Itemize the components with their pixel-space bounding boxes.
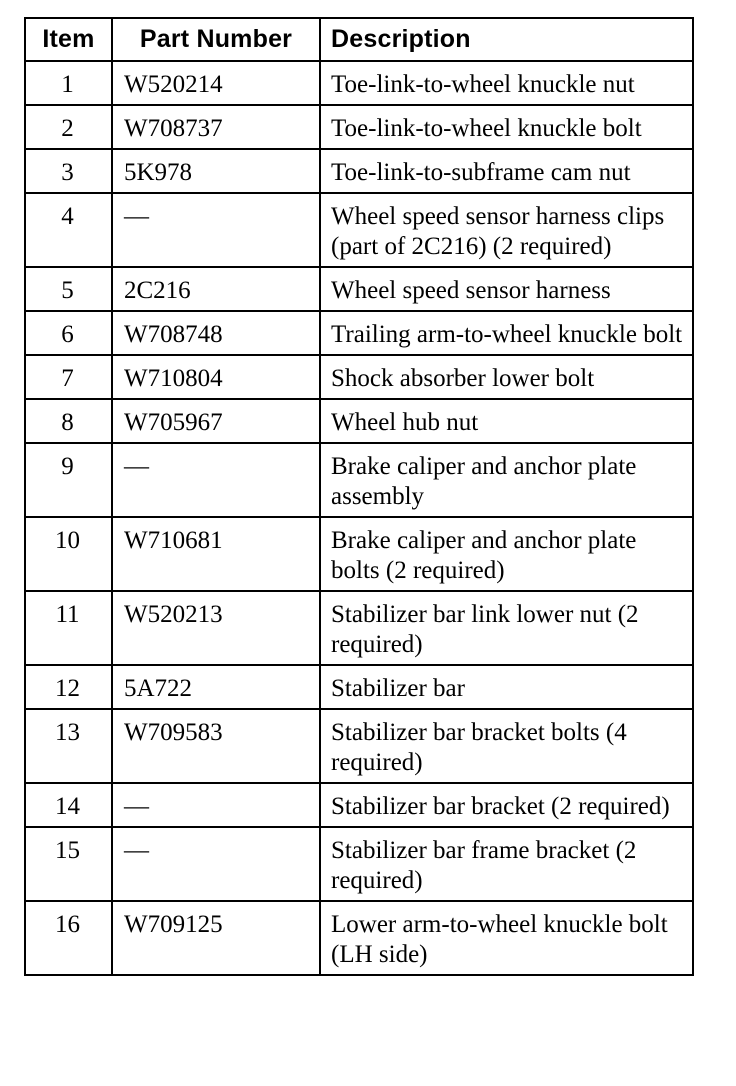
table-row: [25, 61, 693, 105]
item-number: 16: [25, 901, 112, 975]
table-row: [25, 517, 693, 591]
item-number: 5: [25, 267, 112, 311]
part-description: Brake caliper and anchor plate assembly: [320, 443, 693, 517]
part-number: W520214: [112, 61, 320, 105]
part-description: Shock absorber lower bolt: [320, 355, 693, 399]
item-number: 7: [25, 355, 112, 399]
part-number: W710804: [112, 355, 320, 399]
part-description: Stabilizer bar bracket bolts (4 required): [320, 709, 693, 783]
part-number: 5A722: [112, 665, 320, 709]
part-number: —: [112, 827, 320, 901]
part-number: W708748: [112, 311, 320, 355]
part-description: Wheel speed sensor harness: [320, 267, 693, 311]
item-number: 12: [25, 665, 112, 709]
part-description: Stabilizer bar frame bracket (2 required): [320, 827, 693, 901]
item-number: 8: [25, 399, 112, 443]
part-number: —: [112, 193, 320, 267]
item-number: 4: [25, 193, 112, 267]
table-row: [25, 443, 693, 517]
table-row: [25, 665, 693, 709]
header-part-number: Part Number: [112, 18, 320, 61]
table-row: [25, 399, 693, 443]
part-number: 2C216: [112, 267, 320, 311]
item-number: 10: [25, 517, 112, 591]
table-row: [25, 591, 693, 665]
part-description: Toe-link-to-wheel knuckle bolt: [320, 105, 693, 149]
table-row: [25, 311, 693, 355]
part-description: Lower arm-to-wheel knuckle bolt (LH side): [320, 901, 693, 975]
item-number: 2: [25, 105, 112, 149]
part-number: W708737: [112, 105, 320, 149]
item-number: 15: [25, 827, 112, 901]
item-number: 9: [25, 443, 112, 517]
table-row: [25, 783, 693, 827]
header-row: [25, 18, 693, 61]
table-row: [25, 355, 693, 399]
table-row: [25, 267, 693, 311]
table-row: [25, 709, 693, 783]
table-row: [25, 193, 693, 267]
part-number: W709583: [112, 709, 320, 783]
part-description: Toe-link-to-subframe cam nut: [320, 149, 693, 193]
table-body: [25, 61, 693, 975]
part-description: Brake caliper and anchor plate bolts (2 required): [320, 517, 693, 591]
part-number: W709125: [112, 901, 320, 975]
part-number: W520213: [112, 591, 320, 665]
part-number: 5K978: [112, 149, 320, 193]
table-row: [25, 901, 693, 975]
part-description: Trailing arm-to-wheel knuckle bolt: [320, 311, 693, 355]
item-number: 14: [25, 783, 112, 827]
part-description: Wheel speed sensor harness clips (part of 2C216) (2 required): [320, 193, 693, 267]
part-number: W705967: [112, 399, 320, 443]
item-number: 1: [25, 61, 112, 105]
table-row: [25, 149, 693, 193]
item-number: 3: [25, 149, 112, 193]
table-header: [25, 18, 693, 61]
part-description: Toe-link-to-wheel knuckle nut: [320, 61, 693, 105]
parts-table: [24, 17, 694, 976]
part-description: Stabilizer bar link lower nut (2 required): [320, 591, 693, 665]
part-number: W710681: [112, 517, 320, 591]
part-number: —: [112, 443, 320, 517]
item-number: 13: [25, 709, 112, 783]
part-number: —: [112, 783, 320, 827]
part-description: Stabilizer bar bracket (2 required): [320, 783, 693, 827]
item-number: 6: [25, 311, 112, 355]
item-number: 11: [25, 591, 112, 665]
header-description: Description: [320, 18, 693, 61]
table-row: [25, 827, 693, 901]
header-item: Item: [25, 18, 112, 61]
part-description: Stabilizer bar: [320, 665, 693, 709]
part-description: Wheel hub nut: [320, 399, 693, 443]
table-row: [25, 105, 693, 149]
